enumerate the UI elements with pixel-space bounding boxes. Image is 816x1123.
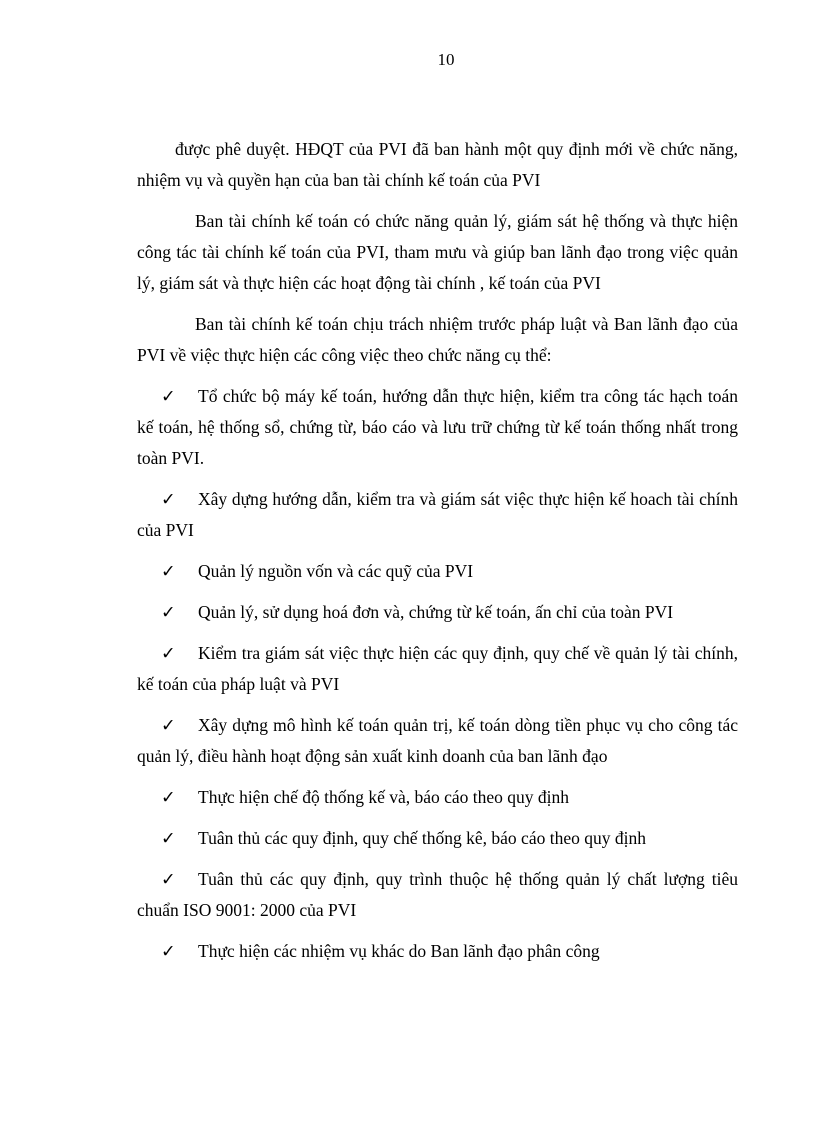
list-item-text: Xây dựng hướng dẫn, kiểm tra và giám sát việc thực hiện kế hoach tài chính của PVI [137,489,738,540]
checkmark-icon: ✓ [161,828,176,848]
paragraph-responsibility: Ban tài chính kế toán chịu trách nhiệm trước pháp luật và Ban lãnh đạo của PVI về việc thực hiện các công việc theo chức năng cụ thể: [137,314,738,365]
list-item-text: Thực hiện các nhiệm vụ khác do Ban lãnh đạo phân công [198,941,600,961]
list-item [137,556,738,587]
checkmark-icon: ✓ [161,787,176,807]
list-item-text: Kiểm tra giám sát việc thực hiện các quy định, quy chế về quản lý tài chính, kế toán của pháp luật và PVI [137,643,738,694]
list-item [137,864,738,926]
paragraph-function: Ban tài chính kế toán có chức năng quản lý, giám sát hệ thống và thực hiện công tác tài chính kế toán của PVI, tham mưu và giúp ban lãnh đạo trong việc quản lý, giám sát và thực hiện các hoạt động tài chính , kế toán của PVI [137,211,738,293]
list-item [137,597,738,628]
checkmark-icon: ✓ [161,386,176,406]
list-item-text: Tuân thủ các quy định, quy trình thuộc hệ thống quản lý chất lượng tiêu chuẩn ISO 9001: 2000 của PVI [137,869,738,920]
document-body [137,134,738,977]
list-item [137,638,738,700]
checkmark-icon: ✓ [161,643,176,663]
checkmark-icon: ✓ [161,489,176,509]
checkmark-icon: ✓ [161,561,176,581]
list-item-text: Tuân thủ các quy định, quy chế thống kê, báo cáo theo quy định [198,828,646,848]
checkmark-icon: ✓ [161,869,176,889]
list-item [137,782,738,813]
list-item [137,936,738,967]
list-item [137,484,738,546]
list-item-text: Quản lý, sử dụng hoá đơn và, chứng từ kế toán, ấn chỉ của toàn PVI [198,602,674,622]
list-item-text: Tổ chức bộ máy kế toán, hướng dẫn thực hiện, kiểm tra công tác hạch toán kế toán, hệ thống sổ, chứng từ, báo cáo và lưu trữ chứng từ kế toán thống nhất trong toàn PVI. [137,386,738,468]
list-item-text: Quản lý nguồn vốn và các quỹ của PVI [198,561,474,581]
checkmark-icon: ✓ [161,715,176,735]
page-number: 10 [437,50,455,69]
list-item [137,381,738,474]
list-item-text: Xây dựng mô hình kế toán quản trị, kế toán dòng tiền phục vụ cho công tác quản lý, điều hành hoạt động sản xuất kinh doanh của ban lãnh đạo [137,715,738,766]
checkmark-icon: ✓ [161,602,176,622]
list-item-text: Thực hiện chế độ thống kế và, báo cáo theo quy định [198,787,570,807]
checkmark-icon: ✓ [161,941,176,961]
paragraph-intro: được phê duyệt. HĐQT của PVI đã ban hành một quy định mới về chức năng, nhiệm vụ và quyền hạn của ban tài chính kế toán của PVI [137,139,738,190]
list-item [137,823,738,854]
list-item [137,710,738,772]
